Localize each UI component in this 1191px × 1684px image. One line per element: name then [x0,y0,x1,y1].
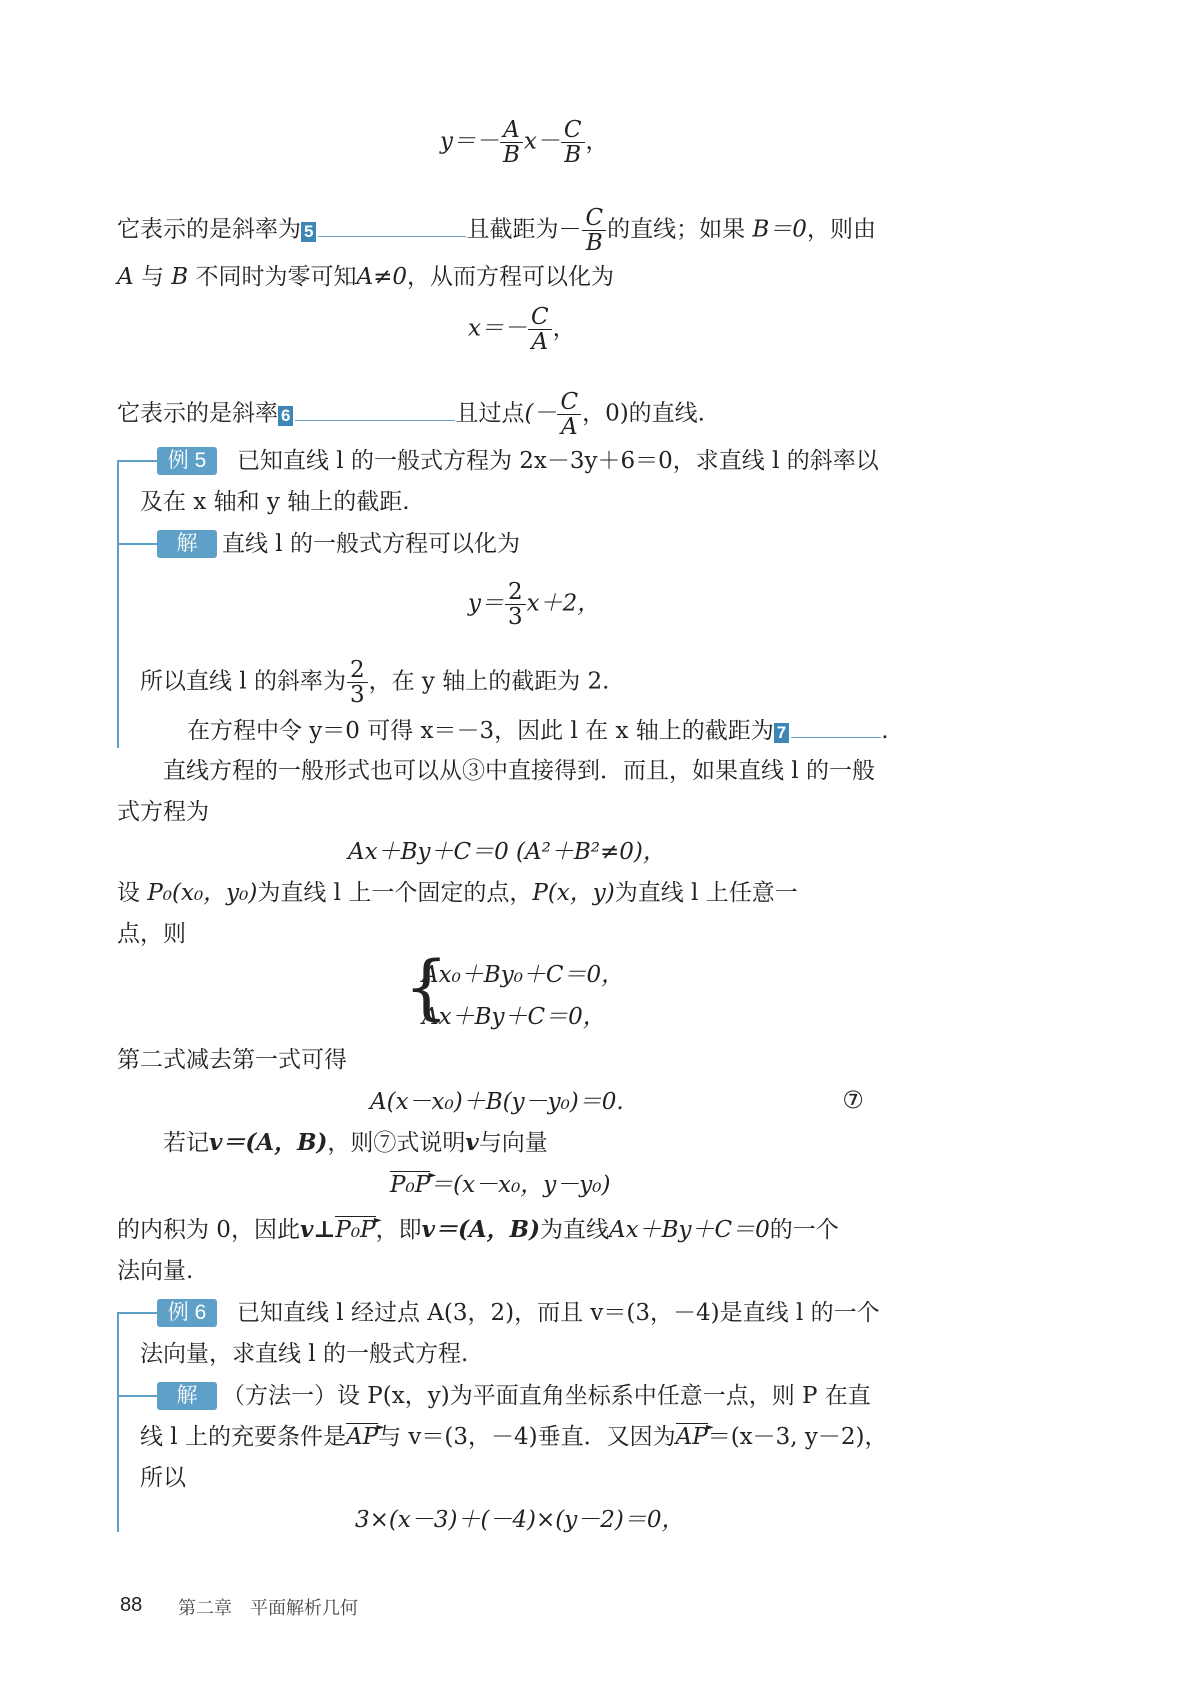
formula-text: ，0) [582,400,629,427]
text: 与 v＝(3，－4)垂直．又因为 [378,1424,676,1450]
text-line [237,446,879,476]
text-line [163,756,875,786]
page-number: 88 [120,1594,143,1616]
numerator: A [500,118,523,143]
denominator: B [585,230,603,256]
formula-vertical-line [468,305,576,354]
numerator: C [557,390,581,415]
formula-text: Ax₀＋By₀＋C＝0， [422,962,625,988]
fraction [500,118,523,167]
text: （方法一）设 P(x，y)为平面直角坐标系中任意一点，则 P 在直 [222,1383,871,1409]
text-line [117,1215,839,1245]
solution-tag: 解 [157,530,217,558]
text: 线 l 上的充要条件是 [140,1424,346,1450]
text: 且过点 [455,400,525,427]
example-bracket [117,460,119,748]
chapter-title: 第二章 平面解析几何 [178,1598,358,1619]
formula-solution [468,580,600,629]
vector-p0p: P₀P ► [335,1215,375,1245]
text: 与 [140,264,164,290]
text: ，在 y 轴上的截距为 2. [368,668,610,695]
fraction [582,206,606,255]
text-line [117,390,705,439]
formula-text: Ax＋By＋C＝0 (A²＋B²≠0)， [348,839,666,865]
text: 所以 [140,1465,186,1491]
example-bracket [117,543,157,545]
text: 的直线；如果 [607,216,746,243]
text: 的内积为 0，因此 [117,1217,300,1243]
answer-blank[interactable] [791,715,881,738]
formula-final [355,1505,685,1535]
text-line [222,1381,871,1411]
blank-number: 5 [301,222,316,242]
formula-text: A(x－x₀)＋B(y－y₀)＝0. [370,1089,624,1115]
denominator: 3 [349,682,365,708]
text: ，从而方程可以化为 [406,264,614,290]
text-line [140,487,410,517]
text: 设 [117,880,140,906]
text: 的直线. [628,400,705,427]
text: 为直线 l 上任意一 [614,880,798,906]
fraction [561,118,585,167]
denominator: B [503,142,520,168]
formula-text: v＝(A，B) [209,1129,328,1156]
text: 为直线 [540,1217,609,1243]
equation-label: ⑦ [842,1086,864,1114]
example-bracket [117,1395,157,1397]
formula-text: B＝0 [752,216,807,243]
fraction [347,658,368,707]
formula-slope-intercept [440,118,609,167]
system-brace: { [404,946,449,1028]
text: ＝(x－3, y－2)， [707,1424,888,1450]
formula-text: Ax＋By＋C＝0， [422,1004,606,1030]
answer-blank[interactable] [295,398,455,421]
denominator: A [531,329,549,355]
formula-text: y＝－ [440,128,499,155]
text: 它表示的是斜率 [117,400,278,427]
formula-vector [390,1170,611,1200]
blank-number: 6 [278,406,293,426]
text: ，则⑦式说明 [327,1130,466,1156]
text-line [222,529,520,559]
denominator: B [564,142,582,168]
text: 所以直线 l 的斜率为 [140,668,346,695]
numerator: C [582,206,606,231]
formula-text: P(x，y) [532,880,615,906]
text: 法向量. [117,1258,194,1284]
text: 法向量，求直线 l 的一般式方程. [140,1341,469,1367]
text: 已知直线 l 的一般式方程为 2x－3y＋6＝0，求直线 l 的斜率以 [237,448,879,474]
text: ，则由 [806,216,876,243]
text: 与向量 [478,1130,548,1156]
numerator: C [528,305,552,330]
formula-system-1 [422,960,624,990]
numerator: 2 [505,580,526,605]
example-bracket [117,1312,157,1314]
text-line [163,1128,548,1158]
text: 它表示的是斜率为 [117,216,301,243]
text: 及在 x 轴和 y 轴上的截距. [140,489,410,515]
formula-text: 3×(x－3)＋(－4)×(y－2)＝0， [355,1507,685,1533]
text-line [117,206,876,255]
example-bracket [117,460,157,462]
text-line [140,1463,186,1493]
fraction [505,580,526,629]
answer-blank[interactable] [318,214,466,237]
text: 且截距为 [466,216,559,243]
vector-ap: AP ► [676,1422,708,1452]
text-line [140,658,610,707]
vector-p0p: P₀P ► [390,1170,430,1200]
example-bracket [117,1312,119,1532]
formula-text: B [171,264,189,290]
text: 已知直线 l 经过点 A(3，2)，而且 v＝(3，－4)是直线 l 的一个 [237,1300,880,1326]
denominator: A [560,414,578,440]
formula-text: v⊥ [299,1216,336,1243]
fraction [557,390,581,439]
text: 的一个 [769,1217,839,1243]
text: . [881,718,889,744]
formula-7 [370,1087,624,1117]
text-line [140,1422,888,1452]
text: 若记 [163,1130,209,1156]
text-line [187,715,889,746]
numerator: C [561,118,585,143]
example-6-tag: 例 6 [157,1299,217,1327]
text: 不同时为零可知 [195,264,357,290]
formula-text: ， [585,128,609,155]
solution-tag: 解 [157,1382,217,1410]
fraction [528,305,552,354]
numerator: 2 [347,658,368,683]
text-line [117,878,798,908]
text: 直线方程的一般形式也可以从③中直接得到．而且，如果直线 l 的一般 [163,758,875,784]
text: 式方程为 [117,799,209,825]
vector-ap: AP ► [346,1422,378,1452]
formula-text: ＝(x－x₀，y－y₀) [430,1172,611,1198]
formula-text: y＝ [468,590,504,617]
formula-text: v [465,1129,479,1156]
formula-text: ， [552,315,576,342]
formula-text: A≠0 [356,264,407,290]
formula-text: x＋2， [526,590,601,617]
text-line [117,1045,347,1075]
text: 直线 l 的一般式方程可以化为 [222,531,520,557]
text: 在方程中令 y＝0 可得 x＝－3，因此 l 在 x 轴上的截距为 [187,718,774,744]
formula-text: (－ [524,400,557,427]
formula-text: x＝－ [468,315,527,342]
text-line [117,797,209,827]
denominator: 3 [508,604,523,630]
formula-general [348,837,666,867]
text: 为直线 l 上一个固定的点， [257,880,533,906]
formula-text: v＝(A，B) [421,1216,540,1243]
text-line [117,1256,193,1286]
text-line [140,1339,468,1369]
blank-number: 7 [774,723,789,743]
text-line [117,919,186,949]
text-line [237,1298,880,1328]
formula-text: A [117,264,134,290]
formula-text: Ax＋By＋C＝0 [609,1217,770,1243]
text: 点，则 [117,921,186,947]
formula-text: － [558,216,582,243]
formula-text: x－ [523,128,560,155]
formula-text: P₀(x₀，y₀) [147,880,258,906]
text: ，即 [375,1217,422,1243]
text: 第二式减去第一式可得 [117,1047,347,1073]
formula-system-2 [422,1002,606,1032]
example-5-tag: 例 5 [157,447,217,475]
text-line [117,262,614,292]
